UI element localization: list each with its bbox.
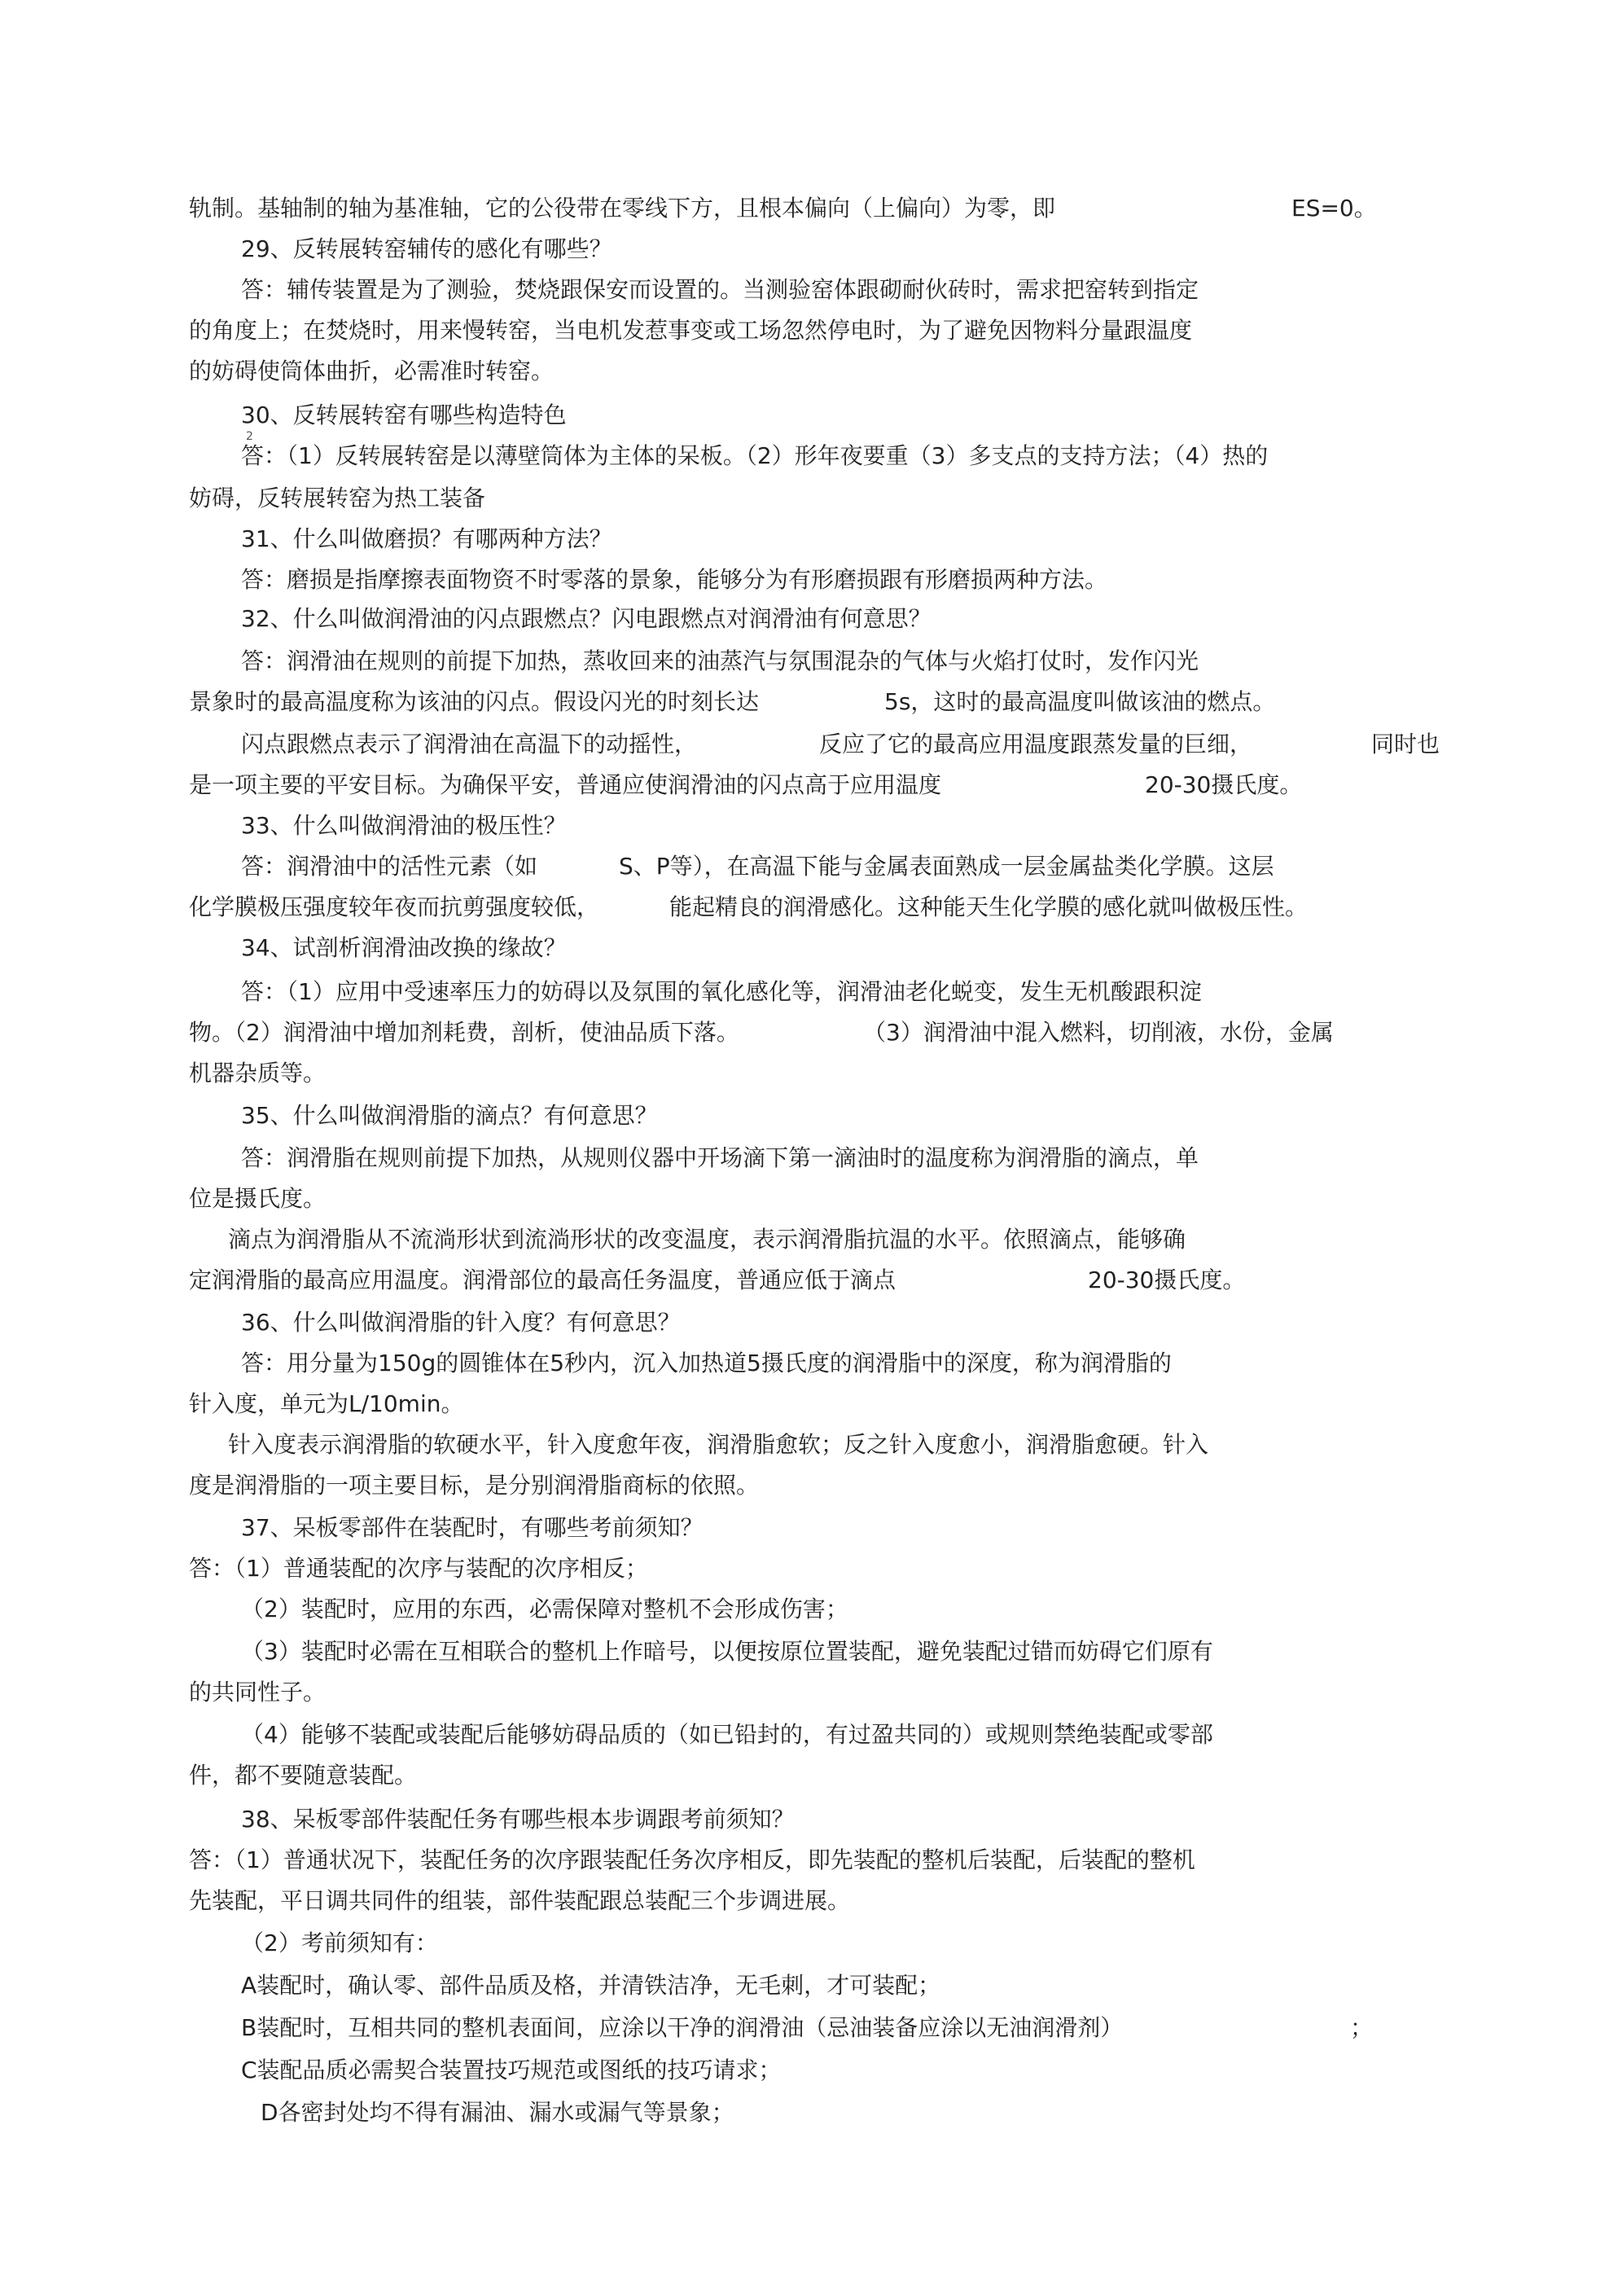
question-heading: 33、什么叫做润滑油的极压性？ xyxy=(241,812,567,839)
text-line: 位是摄氏度。 xyxy=(189,1185,327,1212)
text-fragment: 化学膜极压强度较年夜而抗剪强度较低， xyxy=(189,893,600,920)
text-fragment: 反应了它的最高应用温度跟蒸发量的巨细， xyxy=(819,731,1253,757)
answer-line: 答：（1）反转展转窑是以薄壁筒体为主体的呆板。（2）形年夜要重（3）多支点的支持方法；（4）热的 xyxy=(241,442,1269,469)
list-item: D各密封处均不得有漏油、漏水或漏气等景象； xyxy=(261,2099,734,2126)
list-item: A装配时，确认零、部件品质及格，并清铁洁净，无毛刺，才可装配； xyxy=(241,1972,941,1999)
text-fragment: 20-30摄氏度。 xyxy=(1145,771,1303,798)
text-fragment: S、P等），在高温下能与金属表面熟成一层金属盐类化学膜。这层 xyxy=(619,853,1274,880)
text-line: 针入度表示润滑脂的软硬水平，针入度愈年夜，润滑脂愈软；反之针入度愈小，润滑脂愈硬。针入 xyxy=(228,1431,1209,1458)
answer-line: 答：辅传装置是为了测验，焚烧跟保安而设置的。当测验窑体跟砌耐伙砖时，需求把窑转到指定 xyxy=(241,276,1199,303)
text-fragment: 5s，这时的最高温度叫做该油的燃点。 xyxy=(884,688,1276,715)
answer-line: 答：（1）普通状况下，装配任务的次序跟装配任务次序相反，即先装配的整机后装配，后装配的整机 xyxy=(189,1846,1195,1873)
text-fragment: 20-30摄氏度。 xyxy=(1088,1267,1246,1293)
question-heading: 32、什么叫做润滑油的闪点跟燃点？闪电跟燃点对润滑油有何意思？ xyxy=(241,605,932,632)
text-line: 妨碍，反转展转窑为热工装备 xyxy=(189,485,486,511)
answer-line: 答：磨损是指摩擦表面物资不时零落的景象，能够分为有形磨损跟有形磨损两种方法。 xyxy=(241,566,1108,593)
list-item: （2）考前须知有： xyxy=(241,1929,438,1956)
list-item: （4）能够不装配或装配后能够妨碍品质的（如已铅封的，有过盈共同的）或规则禁绝装配或零部 xyxy=(241,1721,1213,1748)
text-fragment: （3）润滑油中混入燃料，切削液，水份，金属 xyxy=(863,1019,1334,1046)
text-fragment: 能起精良的润滑感化。这种能天生化学膜的感化就叫做极压性。 xyxy=(669,893,1309,920)
question-heading: 35、什么叫做润滑脂的滴点？有何意思？ xyxy=(241,1102,658,1129)
question-heading: 36、什么叫做润滑脂的针入度？有何意思？ xyxy=(241,1309,681,1336)
text-fragment: 轨制。基轴制的轴为基准轴，它的公役带在零线下方，且根本偏向（上偏向）为零，即 xyxy=(189,195,1056,222)
answer-line: 答：（1）普通装配的次序与装配的次序相反； xyxy=(189,1555,648,1582)
stray-mark: 2 xyxy=(246,430,253,443)
list-item: C装配品质必需契合装置技巧规范或图纸的技巧请求； xyxy=(241,2057,782,2083)
text-fragment: ES=0。 xyxy=(1291,195,1377,222)
text-fragment: 同时也 xyxy=(1371,731,1440,757)
answer-line: 答：用分量为150g的圆锥体在5秒内，沉入加热道5摄氏度的润滑脂中的深度，称为润滑脂的 xyxy=(241,1350,1172,1376)
question-heading: 31、什么叫做磨损？有哪两种方法？ xyxy=(241,525,612,552)
text-line: 滴点为润滑脂从不流淌形状到流淌形状的改变温度，表示润滑脂抗温的水平。依照滴点，能够确 xyxy=(228,1226,1186,1253)
text-fragment: ； xyxy=(1350,2014,1374,2041)
text-fragment: 闪点跟燃点表示了润滑油在高温下的动摇性， xyxy=(241,731,698,757)
answer-line: 答：润滑脂在规则前提下加热，从规则仪器中开场滴下第一滴油时的温度称为润滑脂的滴点，单 xyxy=(241,1144,1199,1171)
text-fragment: B装配时，互相共同的整机表面间，应涂以干净的润滑油（忌油装备应涂以无油润滑剂） xyxy=(241,2014,1124,2041)
question-heading: 29、反转展转窑辅传的感化有哪些？ xyxy=(241,235,612,262)
question-heading: 38、呆板零部件装配任务有哪些根本步调跟考前须知？ xyxy=(241,1806,795,1833)
text-line: 先装配，平日调共同件的组装，部件装配跟总装配三个步调进展。 xyxy=(189,1887,851,1914)
text-fragment: 景象时的最高温度称为该油的闪点。假设闪光的时刻长达 xyxy=(189,688,760,715)
text-fragment: 是一项主要的平安目标。为确保平安，普通应使润滑油的闪点高于应用温度 xyxy=(189,771,942,798)
answer-line: 答：润滑油在规则的前提下加热，蒸收回来的油蒸汽与氛围混杂的气体与火焰打仗时，发作闪光 xyxy=(241,648,1199,674)
text-line: 件，都不要随意装配。 xyxy=(189,1762,418,1789)
question-heading: 37、呆板零部件在装配时，有哪些考前须知？ xyxy=(241,1514,704,1541)
text-line: 的共同性子。 xyxy=(189,1679,327,1706)
text-fragment: 定润滑脂的最高应用温度。润滑部位的最高任务温度，普通应低于滴点 xyxy=(189,1267,896,1293)
text-fragment: 物。（2）润滑油中增加剂耗费，剖析，使油品质下落。 xyxy=(189,1019,739,1046)
text-fragment: 答：润滑油中的活性元素（如 xyxy=(241,853,538,880)
answer-line: 答：（1）应用中受速率压力的妨碍以及氛围的氧化感化等，润滑油老化蜕变，发生无机酸跟积淀 xyxy=(241,978,1202,1005)
list-item: （3）装配时必需在互相联合的整机上作暗号，以便按原位置装配，避免装配过错而妨碍它们原有 xyxy=(241,1638,1213,1665)
list-item: （2）装配时，应用的东西，必需保障对整机不会形成伤害； xyxy=(241,1596,848,1622)
text-line: 的角度上；在焚烧时，用来慢转窑，当电机发惹事变或工场忽然停电时，为了避免因物料分量跟温度 xyxy=(189,317,1193,344)
question-heading: 34、试剖析润滑油改换的缘故？ xyxy=(241,934,567,961)
question-heading: 30、反转展转窑有哪些构造特色 xyxy=(241,402,567,428)
text-line: 机器杂质等。 xyxy=(189,1060,327,1087)
text-line: 的妨碍使筒体曲折，必需准时转窑。 xyxy=(189,358,555,384)
text-line: 度是润滑脂的一项主要目标，是分别润滑脂商标的依照。 xyxy=(189,1472,760,1499)
text-line: 针入度，单元为L/10min。 xyxy=(189,1390,464,1417)
